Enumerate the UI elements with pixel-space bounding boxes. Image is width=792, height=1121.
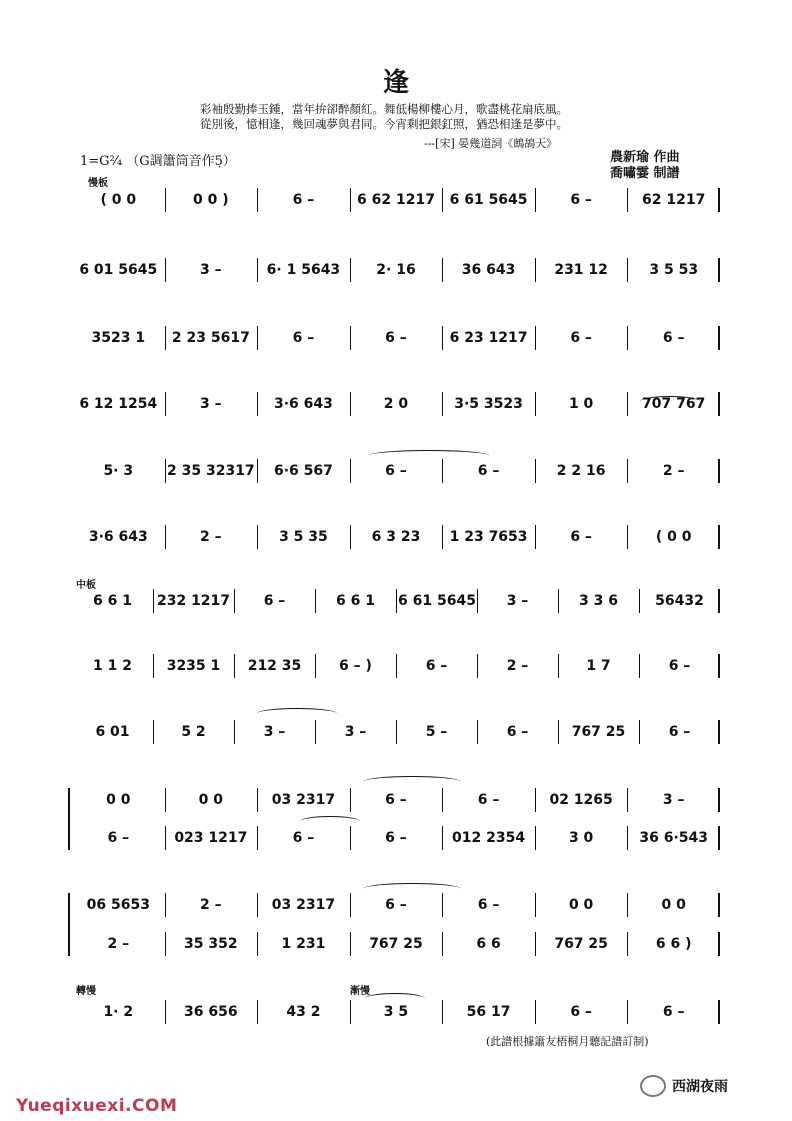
barline-end xyxy=(718,932,720,956)
measure: 6 6 1 xyxy=(93,593,132,609)
measure: 36 656 xyxy=(184,1004,238,1020)
barline xyxy=(257,932,258,956)
barline xyxy=(477,720,478,744)
song-title: 逢 xyxy=(382,68,409,98)
measure: 6 – xyxy=(385,792,407,808)
barline xyxy=(350,788,351,812)
barline xyxy=(535,525,536,549)
barline xyxy=(442,893,443,917)
barline xyxy=(627,258,628,282)
measure: ( 0 0 xyxy=(655,529,692,545)
measure: 1 0 xyxy=(568,396,594,412)
measure: 6 – xyxy=(107,830,130,846)
barline xyxy=(627,459,628,483)
barline xyxy=(396,589,397,613)
measure: 2 – xyxy=(200,897,222,913)
barline xyxy=(442,459,443,483)
barline xyxy=(535,788,536,812)
barline xyxy=(442,258,443,282)
measure: 6 23 1217 xyxy=(449,330,528,346)
measure: 3523 1 xyxy=(91,330,146,346)
measure: 2 – xyxy=(506,658,529,674)
measure: 02 1265 xyxy=(549,792,613,808)
measure: 6 – xyxy=(477,897,500,913)
barline xyxy=(153,589,154,613)
barline xyxy=(350,826,351,850)
barline xyxy=(165,258,166,282)
measure: 36 643 xyxy=(461,262,516,278)
measure: 3 – xyxy=(200,396,222,412)
measure: 231 12 xyxy=(554,262,608,278)
barline-end xyxy=(718,525,720,549)
measure: 2· 16 xyxy=(376,262,416,278)
measure: 6 – xyxy=(477,463,500,479)
barline xyxy=(350,932,351,956)
barline xyxy=(315,589,316,613)
poem-line-1: 彩袖殷勤捧玉鍾，當年拚卻醉顏紅。舞低楊柳樓心月，歌盡桃花扇底風。 xyxy=(200,102,568,116)
barline xyxy=(627,932,628,956)
measure: 6 6 xyxy=(476,936,501,952)
site-watermark: Yueqixuexi.COM xyxy=(16,1096,178,1116)
barline xyxy=(315,720,316,744)
measure: 5 – xyxy=(425,724,448,740)
barline xyxy=(234,654,235,678)
score-row xyxy=(72,826,720,850)
measure: 6 – xyxy=(385,330,407,346)
barline xyxy=(442,188,443,212)
tempo-mark-slowing: 轉慢 xyxy=(76,986,96,997)
measure: 3 – xyxy=(200,262,222,278)
footnote: (此譜根據簫友梧桐月聽記譜訂制) xyxy=(486,1035,649,1048)
barline xyxy=(627,525,628,549)
slur xyxy=(364,776,460,787)
barline xyxy=(442,826,443,850)
score-row xyxy=(72,589,720,613)
measure: 35 352 xyxy=(184,936,238,952)
measure: 3 – xyxy=(344,724,367,740)
barline xyxy=(257,826,258,850)
barline xyxy=(257,326,258,350)
measure: 3 0 xyxy=(568,830,594,846)
barline xyxy=(257,525,258,549)
barline xyxy=(350,258,351,282)
measure: 6 – xyxy=(263,593,286,609)
measure: 3 – xyxy=(662,792,685,808)
barline xyxy=(234,589,235,613)
barline xyxy=(627,326,628,350)
measure: 3 5 53 xyxy=(649,262,699,278)
score-row xyxy=(72,654,720,678)
measure: 6 01 5645 xyxy=(79,262,158,278)
barline xyxy=(477,654,478,678)
measure: 2 – xyxy=(662,463,685,479)
measure: 6 – xyxy=(662,330,685,346)
measure: 3 – xyxy=(506,593,529,609)
measure: 6 – xyxy=(425,658,448,674)
barline xyxy=(165,525,166,549)
measure: 3 5 35 xyxy=(279,529,328,545)
barline xyxy=(350,893,351,917)
measure: 1 7 xyxy=(586,658,611,674)
measure: 6 – xyxy=(570,1004,592,1020)
barline-end xyxy=(718,1000,720,1024)
barline xyxy=(442,326,443,350)
measure: 6· 1 5643 xyxy=(266,262,341,278)
measure: 6 – xyxy=(662,1004,685,1020)
measure: 0 0 xyxy=(198,792,224,808)
measure: 6 12 1254 xyxy=(79,396,158,412)
barline xyxy=(558,720,559,744)
measure: 6 – xyxy=(570,330,592,346)
measure: 6 – xyxy=(292,330,315,346)
barline xyxy=(535,1000,536,1024)
barline-end xyxy=(718,788,720,812)
barline xyxy=(257,392,258,416)
barline-end xyxy=(718,459,720,483)
measure: 767 25 xyxy=(554,936,608,952)
barline xyxy=(639,589,640,613)
barline-end xyxy=(718,720,720,744)
measure: 2 2 16 xyxy=(556,463,606,479)
composer-credit: 農新瑜 作曲 xyxy=(610,150,680,165)
barline xyxy=(165,459,166,483)
slur xyxy=(364,883,460,894)
measure: 5 2 xyxy=(181,724,206,740)
measure: 6 6 ) xyxy=(655,936,692,952)
measure: 6 3 23 xyxy=(371,529,421,545)
measure: 0 0 xyxy=(661,897,686,913)
barline xyxy=(535,392,536,416)
measure: 6 – xyxy=(668,658,691,674)
measure: 6 – xyxy=(292,192,315,208)
barline xyxy=(165,893,166,917)
barline xyxy=(639,654,640,678)
barline xyxy=(165,788,166,812)
measure: 232 1217 xyxy=(156,593,231,609)
barline xyxy=(558,654,559,678)
poem-line-2: 從別後，憶相逢，幾回魂夢與君同。今宵剩把銀釭照，猶恐相逢是夢中。 xyxy=(200,117,568,131)
barline xyxy=(153,720,154,744)
measure: 0 0 xyxy=(106,792,131,808)
barline-end xyxy=(718,654,720,678)
measure: 6 – xyxy=(570,192,592,208)
measure: 3235 1 xyxy=(166,658,221,674)
measure: 707 767 xyxy=(642,396,706,412)
poem-text xyxy=(200,102,568,132)
slur xyxy=(369,450,489,461)
barline-end xyxy=(718,326,720,350)
measure: 2 35 32317 xyxy=(167,463,255,479)
measure: 6 – xyxy=(668,724,691,740)
barline xyxy=(165,932,166,956)
measure: 5· 3 xyxy=(103,463,134,479)
measure: 2 – xyxy=(107,936,130,952)
barline xyxy=(257,788,258,812)
measure: 62 1217 xyxy=(642,192,706,208)
measure: 767 25 xyxy=(369,936,423,952)
measure: 6 – ) xyxy=(339,658,372,674)
barline xyxy=(350,525,351,549)
barline-end xyxy=(718,392,720,416)
tempo-mark-slow: 慢板 xyxy=(88,178,108,189)
barline-end xyxy=(718,589,720,613)
measure: 06 5653 xyxy=(86,897,150,913)
measure: 6 61 5645 xyxy=(449,192,528,208)
measure: 6 – xyxy=(477,792,500,808)
score-row xyxy=(72,188,720,212)
barline xyxy=(627,826,628,850)
barline xyxy=(627,893,628,917)
barline xyxy=(257,258,258,282)
barline-end xyxy=(718,258,720,282)
barline xyxy=(234,720,235,744)
barline-end xyxy=(718,188,720,212)
measure: 6 – xyxy=(385,897,407,913)
measure: 6 6 1 xyxy=(336,593,375,609)
measure: 0 0 ) xyxy=(193,192,229,208)
barline xyxy=(315,654,316,678)
measure: 56432 xyxy=(655,593,704,609)
measure: ( 0 0 xyxy=(100,192,137,208)
barline xyxy=(442,1000,443,1024)
measure: 3·6 643 xyxy=(88,529,148,545)
account-watermark xyxy=(640,1075,728,1097)
barline xyxy=(257,188,258,212)
barline xyxy=(535,932,536,956)
score-row xyxy=(72,258,720,282)
score-row xyxy=(72,459,720,483)
credits xyxy=(610,150,680,182)
measure: 36 6·543 xyxy=(639,830,709,846)
measure: 012 2354 xyxy=(452,830,526,846)
barline xyxy=(442,392,443,416)
score-row xyxy=(72,326,720,350)
measure: 6 62 1217 xyxy=(357,192,435,208)
barline xyxy=(442,788,443,812)
score-row xyxy=(72,932,720,956)
measure: 6 61 5645 xyxy=(398,593,476,609)
barline xyxy=(396,720,397,744)
barline xyxy=(257,459,258,483)
measure: 2 0 xyxy=(383,396,409,412)
system-bracket xyxy=(68,893,70,956)
score-row xyxy=(72,788,720,812)
barline xyxy=(165,188,166,212)
wechat-icon xyxy=(640,1075,666,1097)
measure: 1· 2 xyxy=(103,1004,134,1020)
measure: 3 – xyxy=(263,724,286,740)
barline xyxy=(535,188,536,212)
barline xyxy=(535,893,536,917)
barline xyxy=(350,392,351,416)
barline xyxy=(442,525,443,549)
measure: 6 – xyxy=(385,463,407,479)
measure: 1 231 xyxy=(281,936,326,952)
measure: 6 – xyxy=(570,529,592,545)
barline xyxy=(535,326,536,350)
key-signature: 1=G²⁄₄ （G調簫筒音作5̣） xyxy=(80,154,236,169)
barline xyxy=(627,1000,628,1024)
barline xyxy=(350,326,351,350)
measure: 6 – xyxy=(506,724,529,740)
measure: 6 – xyxy=(292,830,315,846)
barline xyxy=(350,188,351,212)
barline xyxy=(165,326,166,350)
barline xyxy=(165,826,166,850)
tempo-mark-moderate: 中板 xyxy=(76,580,96,591)
poem-citation: ---[宋] 晏幾道詞《鷓鴣天》 xyxy=(424,137,558,150)
measure: 56 17 xyxy=(466,1004,511,1020)
system-bracket xyxy=(68,788,70,850)
barline xyxy=(165,392,166,416)
barline-end xyxy=(718,826,720,850)
barline xyxy=(558,589,559,613)
barline xyxy=(153,654,154,678)
measure: 3·6 643 xyxy=(273,396,333,412)
barline xyxy=(396,654,397,678)
barline xyxy=(350,459,351,483)
barline xyxy=(165,1000,166,1024)
measure: 767 25 xyxy=(571,724,626,740)
arranger-credit: 喬嘯霎 制譜 xyxy=(610,166,680,181)
account-name: 西湖夜雨 xyxy=(672,1079,728,1095)
slur xyxy=(300,816,360,827)
measure: 2 23 5617 xyxy=(171,330,250,346)
measure: 1 23 7653 xyxy=(449,529,528,545)
slur xyxy=(365,993,425,1004)
barline xyxy=(535,459,536,483)
measure: 3·5 3523 xyxy=(454,396,523,412)
measure: 212 35 xyxy=(247,658,302,674)
barline xyxy=(535,826,536,850)
barline xyxy=(442,932,443,956)
slur xyxy=(257,708,337,719)
barline xyxy=(627,788,628,812)
barline xyxy=(627,392,628,416)
measure: 2 – xyxy=(200,529,222,545)
score-row xyxy=(72,720,720,744)
tempo-mark-gradual-slow: 漸慢 xyxy=(350,986,370,997)
measure: 6 – xyxy=(385,830,407,846)
score-row xyxy=(72,893,720,917)
barline-end xyxy=(718,893,720,917)
slur xyxy=(640,396,700,407)
barline xyxy=(535,258,536,282)
measure: 3 3 6 xyxy=(579,593,618,609)
measure: 023 1217 xyxy=(174,830,248,846)
measure: 1 1 2 xyxy=(93,658,132,674)
measure: 03 2317 xyxy=(271,792,336,808)
barline xyxy=(257,893,258,917)
barline xyxy=(477,589,478,613)
score-row xyxy=(72,525,720,549)
barline xyxy=(639,720,640,744)
barline xyxy=(257,1000,258,1024)
measure: 43 2 xyxy=(286,1004,321,1020)
measure: 6 01 xyxy=(95,724,130,740)
measure: 3 5 xyxy=(383,1004,409,1020)
barline xyxy=(350,1000,351,1024)
measure: 6·6 567 xyxy=(273,463,333,479)
measure: 03 2317 xyxy=(271,897,336,913)
barline xyxy=(627,188,628,212)
score-row xyxy=(72,392,720,416)
measure: 0 0 xyxy=(568,897,594,913)
